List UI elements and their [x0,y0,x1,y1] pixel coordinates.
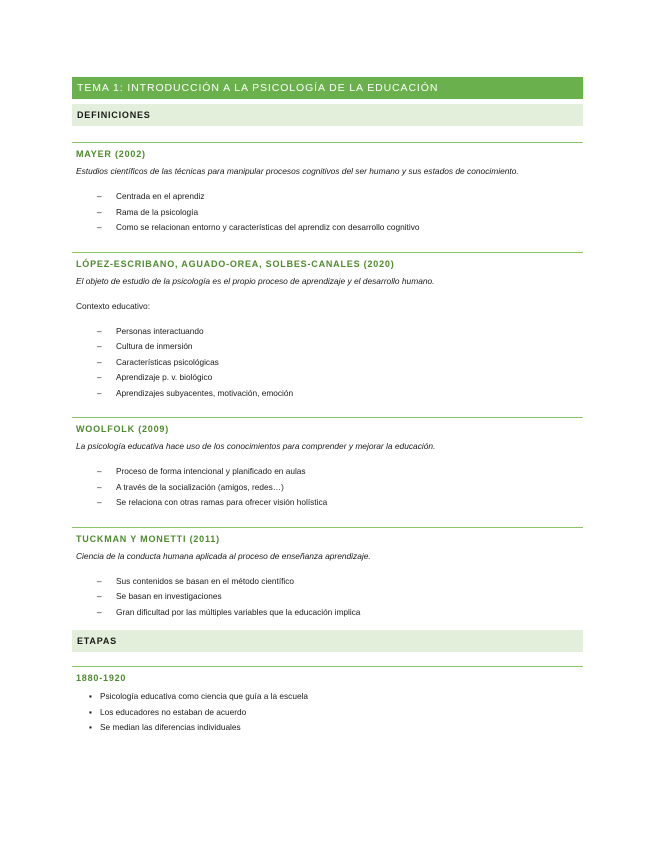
list-item: ▪ Psicología educativa como ciencia que guía a la escuela [72,689,583,705]
list-item: – Gran dificultad por las múltiples variables que la educación implica [72,605,583,621]
dash-marker: – [97,341,102,351]
list-item: – Centrada en el aprendiz [72,189,583,205]
document-content [72,77,583,736]
square-bullet-icon: ▪ [89,691,92,701]
list-item: – Cultura de inmersión [72,339,583,355]
list-tuckman [72,574,583,621]
list-item: – Se basan en investigaciones [72,589,583,605]
dash-marker: – [97,356,102,367]
list-etapa [72,689,583,736]
list-item: – Como se relacionan entorno y características del aprendiz con desarrollo cognitivo [72,220,583,236]
definition-woolfolk: La psicología educativa hace uso de los conocimientos para comprender y mejorar la educación. [76,441,436,451]
list-woolfolk [72,464,583,511]
author-heading-mayer: MAYER (2002) [72,142,583,161]
definition-mayer: Estudios científicos de las técnicas para manipular procesos cognitivos del ser humano y sus estados de conocimiento. [76,166,519,176]
list-item: ▪ Se median las diferencias individuales [72,720,583,736]
dash-marker: – [97,575,102,586]
dash-marker: – [97,222,102,232]
context-label: Contexto educativo: [76,300,151,311]
dash-marker: – [97,497,102,507]
list-item: – Rama de la psicología [72,205,583,221]
dash-marker: – [97,325,102,336]
page-title: TEMA 1: INTRODUCCIÓN A LA PSICOLOGÍA DE LA EDUCACIÓN [72,77,583,99]
author-heading-tuckman: TUCKMAN Y MONETTI (2011) [72,527,583,546]
dash-marker: – [97,481,102,492]
dash-marker: – [97,191,102,201]
section-definiciones: DEFINICIONES [72,104,583,126]
author-heading-lopez: LÓPEZ-ESCRIBANO, AGUADO-OREA, SOLBES-CANALES (2020) [72,252,583,271]
list-item: – Aprendizaje p. v. biológico [72,370,583,386]
dash-marker: – [97,387,102,398]
list-item: – Sus contenidos se basan en el método científico [72,574,583,590]
dash-marker: – [97,591,102,601]
dash-marker: – [97,466,102,476]
square-bullet-icon: ▪ [89,722,92,732]
square-bullet-icon: ▪ [89,706,92,717]
definition-lopez: El objeto de estudio de la psicología es el propio proceso de aprendizaje y el desarrollo humano. [76,275,435,286]
list-item: – A través de la socialización (amigos, redes…) [72,480,583,496]
list-mayer [72,189,583,236]
list-item: ▪ Los educadores no estaban de acuerdo [72,705,583,721]
list-item: – Se relaciona con otras ramas para ofrecer visión holística [72,495,583,511]
list-item: – Características psicológicas [72,355,583,371]
list-item: – Personas interactuando [72,324,583,340]
author-heading-woolfolk: WOOLFOLK (2009) [72,417,583,436]
period-heading: 1880-1920 [72,666,583,685]
section-etapas: ETAPAS [72,630,583,652]
definition-tuckman: Ciencia de la conducta humana aplicada al proceso de enseñanza aprendizaje. [76,550,371,561]
dash-marker: – [97,606,102,617]
list-item: – Aprendizajes subyacentes, motivación, emoción [72,386,583,402]
list-lopez [72,324,583,402]
dash-marker: – [97,206,102,217]
dash-marker: – [97,372,102,382]
list-item: – Proceso de forma intencional y planificado en aulas [72,464,583,480]
